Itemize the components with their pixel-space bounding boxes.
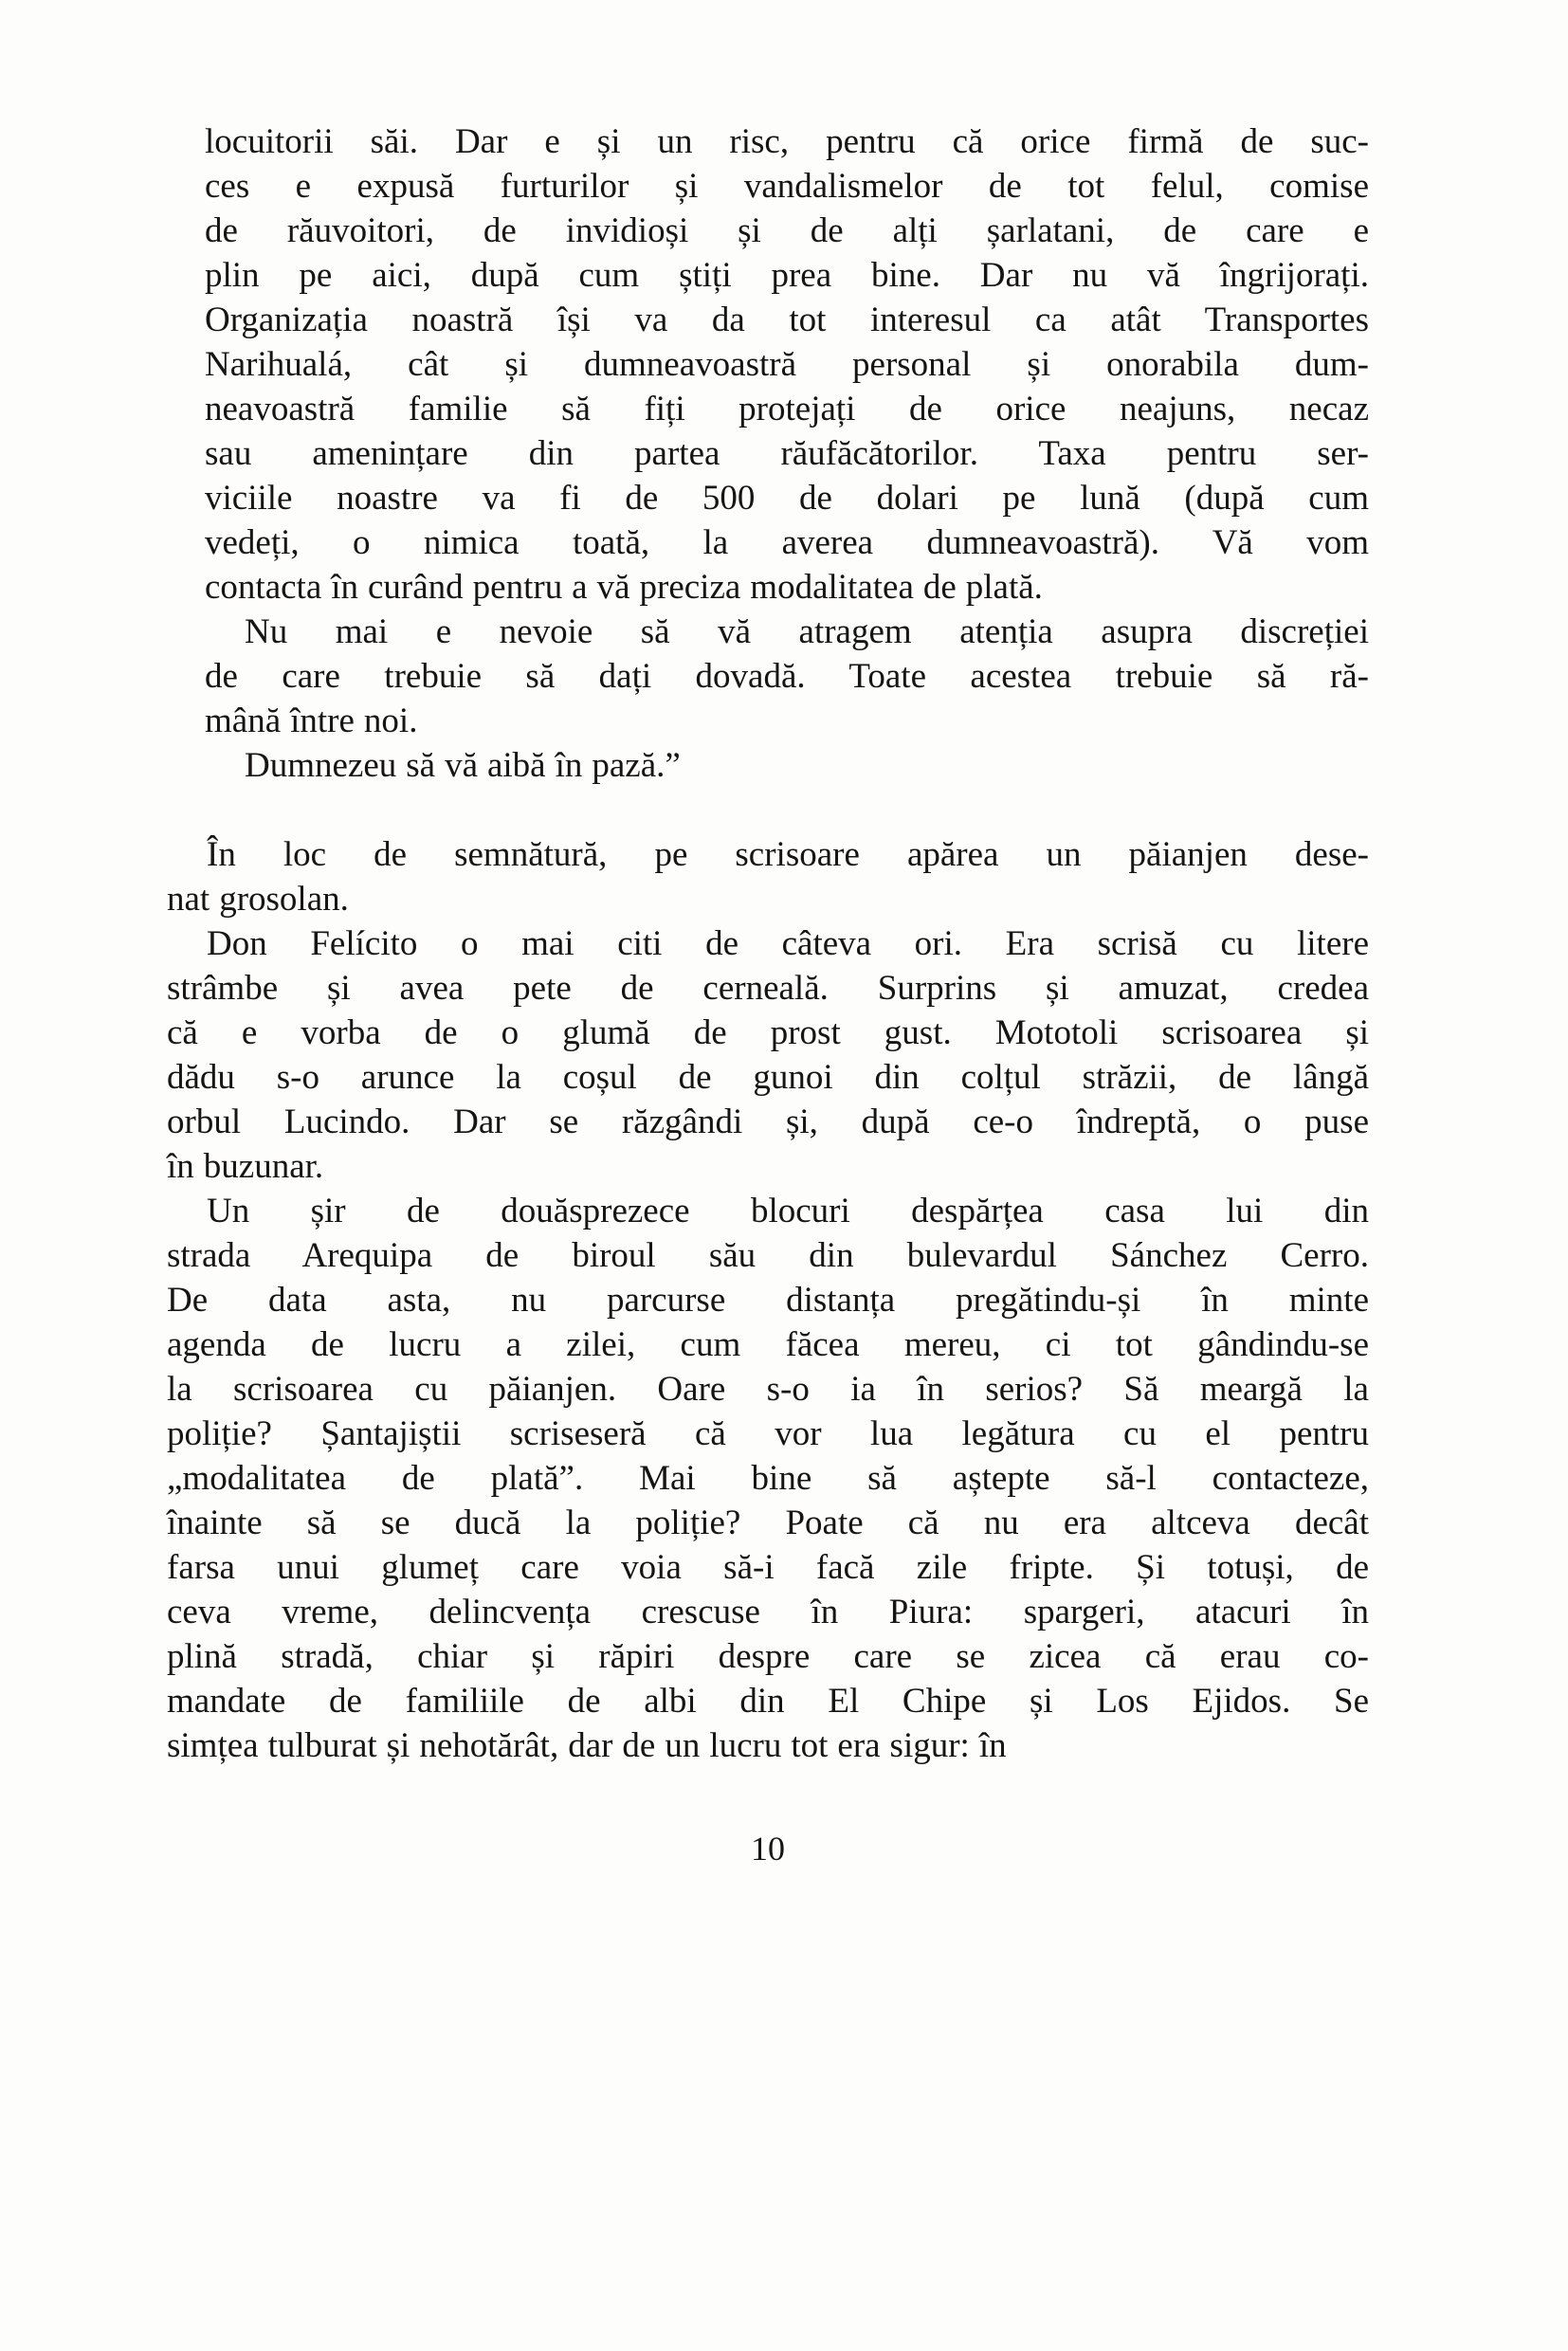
text-line: Narihualá, cât și dumneavoastră personal și onorabila dum- bbox=[205, 345, 1369, 384]
text-line: Un șir de douăsprezece blocuri despărțea casa lui din bbox=[207, 1192, 1369, 1230]
text-line: de răuvoitori, de invidioși și de alți șarlatani, de care e bbox=[205, 211, 1369, 250]
text-line: dădu s-o arunce la coșul de gunoi din colțul străzii, de lângă bbox=[167, 1058, 1369, 1097]
text-line: plin pe aici, după cum știți prea bine. Dar nu vă îngrijorați. bbox=[205, 256, 1369, 295]
text-line: la scrisoarea cu păianjen. Oare s-o ia în serios? Să meargă la bbox=[167, 1370, 1369, 1409]
text-line: de care trebuie să dați dovadă. Toate acestea trebuie să ră- bbox=[205, 657, 1369, 696]
text-block bbox=[167, 119, 1369, 1768]
text-line: Nu mai e nevoie să vă atragem atenția asupra discreției bbox=[245, 612, 1369, 651]
text-line: În loc de semnătură, pe scrisoare apărea un păianjen dese- bbox=[207, 835, 1369, 874]
text-line: „modalitatea de plată”. Mai bine să aștepte să-l contacteze, bbox=[167, 1459, 1369, 1498]
text-line: vedeți, o nimica toată, la averea dumneavoastră). Vă vom bbox=[205, 523, 1369, 562]
text-line: agenda de lucru a zilei, cum făcea mereu, ci tot gândindu-se bbox=[167, 1325, 1369, 1364]
text-line: că e vorba de o glumă de prost gust. Mototoli scrisoarea și bbox=[167, 1013, 1369, 1052]
text-line: mână între noi. bbox=[205, 702, 418, 740]
text-line: în buzunar. bbox=[167, 1147, 324, 1186]
text-line: farsa unui glumeț care voia să-i facă zile fripte. Și totuși, de bbox=[167, 1548, 1369, 1587]
text-line: ces e expusă furturilor și vandalismelor de tot felul, comise bbox=[205, 167, 1369, 206]
text-line: strada Arequipa de biroul său din bulevardul Sánchez Cerro. bbox=[167, 1236, 1369, 1275]
paragraph bbox=[167, 832, 1369, 921]
text-line: strâmbe și avea pete de cerneală. Surprins și amuzat, credea bbox=[167, 969, 1369, 1008]
text-line: simțea tulburat și nehotărât, dar de un lucru tot era sigur: în bbox=[167, 1726, 1007, 1765]
text-line: neavoastră familie să fiți protejați de orice neajuns, necaz bbox=[205, 390, 1369, 428]
paragraph bbox=[205, 743, 1369, 788]
text-line: Don Felícito o mai citi de câteva ori. Era scrisă cu litere bbox=[207, 924, 1369, 963]
text-line: Organizația noastră își va da tot interesul ca atât Transportes bbox=[205, 301, 1369, 339]
text-line: nat grosolan. bbox=[167, 880, 349, 919]
text-line: locuitorii săi. Dar e și un risc, pentru că orice firmă de suc- bbox=[205, 122, 1369, 161]
text-line: ceva vreme, delincvența crescuse în Piura: spargeri, atacuri în bbox=[167, 1593, 1369, 1631]
text-line: mandate de familiile de albi din El Chipe și Los Ejidos. Se bbox=[167, 1682, 1369, 1721]
narration-block bbox=[167, 832, 1369, 1768]
text-line: contacta în curând pentru a vă preciza modalitatea de plată. bbox=[205, 568, 1043, 607]
text-line: Dumnezeu să vă aibă în pază.” bbox=[245, 746, 681, 785]
text-line: înainte să se ducă la poliție? Poate că nu era altceva decât bbox=[167, 1504, 1369, 1542]
text-line: sau amenințare din partea răufăcătorilor. Taxa pentru ser- bbox=[205, 434, 1369, 473]
text-line: poliție? Șantajiștii scriseseră că vor lua legătura cu el pentru bbox=[167, 1414, 1369, 1453]
text-line: plină stradă, chiar și răpiri despre care se zicea că erau co- bbox=[167, 1637, 1369, 1676]
paragraph bbox=[167, 921, 1369, 1189]
paragraph bbox=[167, 1189, 1369, 1768]
text-line: De data asta, nu parcurse distanța pregătindu-și în minte bbox=[167, 1281, 1369, 1320]
paragraph bbox=[205, 610, 1369, 743]
text-line: orbul Lucindo. Dar se răzgândi și, după ce-o îndreptă, o puse bbox=[167, 1103, 1369, 1141]
page-number: 10 bbox=[751, 1830, 785, 1868]
paragraph bbox=[205, 119, 1369, 610]
text-line: viciile noastre va fi de 500 de dolari pe lună (după cum bbox=[205, 479, 1369, 518]
letter-quote-block bbox=[205, 119, 1369, 788]
